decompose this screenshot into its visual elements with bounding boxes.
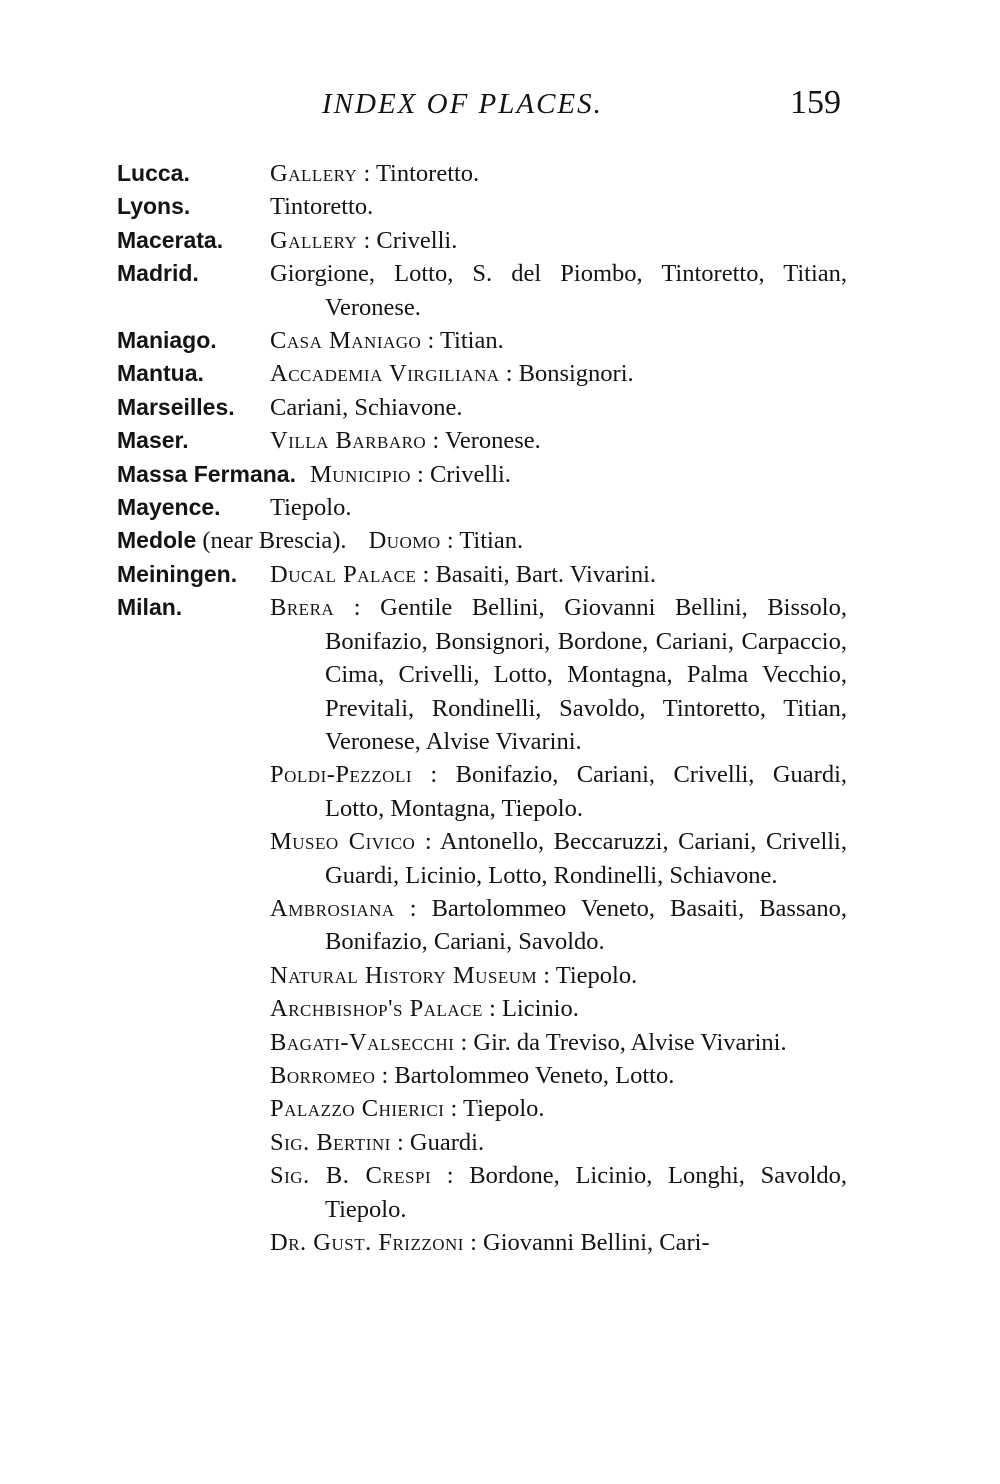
- collection-name: Brera: [270, 594, 335, 622]
- collection-entry-palazzo-chierici: [270, 1092, 847, 1125]
- collection-entry-archbishops-palace: [270, 992, 847, 1025]
- entry-references: [270, 224, 847, 257]
- index-entry-lucca: [117, 157, 847, 190]
- index-entry-maser: [117, 424, 847, 457]
- separator: :: [426, 427, 445, 455]
- separator: :: [499, 360, 519, 388]
- artist-list: Bonifazio, Cariani, Crivelli, Guardi, Lotto, Montagna, Tiepolo.: [325, 761, 848, 822]
- place-name: Madrid.: [117, 260, 199, 287]
- page-number: 159: [790, 84, 841, 121]
- collection-name: Duomo: [368, 527, 441, 555]
- separator: :: [463, 1229, 484, 1256]
- collection-entry: [270, 324, 847, 357]
- separator: :: [416, 560, 436, 588]
- collection-entry: [270, 257, 847, 324]
- collection-name: Villa Barbaro: [270, 427, 427, 455]
- index-entry-meiningen: [117, 558, 847, 591]
- separator: :: [440, 527, 460, 555]
- separator: :: [390, 1128, 410, 1156]
- artist-list: Basaiti, Bart. Vivarini.: [435, 560, 657, 588]
- place-name: Mayence.: [117, 494, 221, 521]
- entry-references: [270, 190, 847, 223]
- artist-list: Tiepolo.: [555, 961, 638, 989]
- collection-entry: [270, 157, 847, 190]
- artist-list: Titian.: [439, 327, 504, 355]
- collection-entry: [270, 491, 847, 524]
- entry-references: [270, 157, 847, 190]
- index-entry-madrid: [117, 257, 847, 324]
- place-qualifier: (near Brescia).: [202, 527, 347, 555]
- separator: :: [394, 894, 432, 922]
- collection-name: Dr. Gust. Frizzoni: [270, 1229, 464, 1256]
- collection-entry-museo-civico: [270, 825, 847, 892]
- artist-list: Veronese.: [444, 427, 541, 455]
- index-entry-milan: [117, 591, 847, 1259]
- collection-name: Ducal Palace: [270, 560, 417, 588]
- separator: :: [357, 226, 377, 254]
- artist-list: Giovanni Bellini, Cari-: [483, 1229, 710, 1256]
- place-name: Lucca.: [117, 160, 190, 186]
- place-name: Massa Fermana.: [117, 460, 296, 487]
- collection-name: Palazzo Chierici: [270, 1095, 445, 1123]
- collection-name: Borromeo: [270, 1061, 376, 1089]
- artist-list: Bordone, Licinio, Longhi, Savoldo, Tiepolo.: [325, 1162, 847, 1223]
- separator: :: [410, 460, 430, 488]
- collection-name: Gallery: [270, 160, 358, 187]
- artist-list: Tiepolo.: [463, 1095, 545, 1123]
- collection-name: Ambrosiana: [270, 894, 395, 922]
- artist-list: Tiepolo.: [270, 494, 352, 522]
- separator: :: [454, 1028, 474, 1056]
- collection-name: Gallery: [270, 226, 358, 254]
- place-name: Maniago.: [117, 327, 217, 354]
- entry-references: [270, 491, 847, 524]
- collection-entry: [270, 558, 847, 591]
- index-entry-maniago: [117, 324, 847, 357]
- collection-entry-ambrosiana: [270, 892, 847, 959]
- index-list: [117, 157, 847, 1259]
- collection-entry-bagati-valsecchi: [270, 1026, 847, 1059]
- place-name: Medole: [117, 527, 197, 554]
- collection-entry: [270, 424, 847, 457]
- artist-list: Gentile Bellini, Giovanni Bellini, Bissolo, Bonifazio, Bonsignori, Bordone, Cariani, Carpaccio, Cima, Crivelli, Lotto, Montagna, Palma Vecchio, Previtali, Rondinelli, Savoldo, Tintoretto, Titian, Veronese, Alvise Vivarini.: [325, 594, 847, 755]
- collection-entry-poldi-pezzoli: [270, 758, 847, 825]
- artist-list: Bonsignori.: [518, 360, 634, 388]
- place-name: Mantua.: [117, 360, 204, 387]
- artist-list: Giorgione, Lotto, S. del Piombo, Tintoretto, Titian, Veronese.: [270, 260, 847, 321]
- artist-list: Crivelli.: [429, 460, 511, 488]
- collection-entry: [270, 224, 847, 257]
- separator: :: [444, 1095, 464, 1123]
- entry-references: [270, 424, 847, 457]
- place-name: Macerata.: [117, 226, 224, 253]
- artist-list: Cariani, Schiavone.: [270, 393, 463, 421]
- page-title: INDEX OF PLACES.: [322, 88, 603, 120]
- artist-list: Tintoretto.: [375, 160, 480, 187]
- place-name: Milan.: [117, 594, 183, 621]
- separator: :: [421, 327, 440, 355]
- collection-name: Casa Maniago: [270, 327, 422, 355]
- collection-name: Municipio: [309, 460, 411, 488]
- running-head: [0, 78, 1000, 128]
- index-entry-mayence: [117, 491, 847, 524]
- index-entry-medole: [117, 524, 847, 557]
- separator: :: [375, 1061, 395, 1089]
- place-name: Lyons.: [117, 193, 191, 220]
- collection-entry-brera: [270, 591, 847, 758]
- place-name: Meiningen.: [117, 560, 238, 587]
- index-entry-macerata: [117, 224, 847, 257]
- collection-entry-borromeo: [270, 1059, 847, 1092]
- collection-name: Bagati-Valsecchi: [270, 1028, 455, 1056]
- separator: :: [357, 160, 376, 187]
- collection-name: Sig. B. Crespi: [270, 1162, 432, 1190]
- collection-entry: [270, 190, 847, 223]
- index-entry-marseilles: [117, 391, 847, 424]
- collection-entry-sig-b-crespi: [270, 1159, 847, 1226]
- collection-entry: [270, 357, 847, 390]
- entry-references: [270, 324, 847, 357]
- index-entry-lyons: [117, 190, 847, 223]
- artist-list: Crivelli.: [376, 226, 458, 254]
- separator: :: [537, 961, 556, 989]
- collection-name: Poldi-Pezzoli: [270, 761, 412, 789]
- entry-references: [270, 591, 847, 1259]
- collection-entry-natural-history-museum: [270, 959, 847, 992]
- collection-name: Museo Civico: [270, 828, 416, 856]
- artist-list: Bartolommeo Veneto, Lotto.: [394, 1061, 675, 1089]
- collection-entry-sig-bertini: [270, 1126, 847, 1159]
- entry-references: [270, 558, 847, 591]
- place-name: Maser.: [117, 427, 189, 454]
- collection-name: Sig. Bertini: [270, 1128, 391, 1156]
- artist-list: Guardi.: [409, 1128, 485, 1156]
- artist-list: Bartolommeo Veneto, Basaiti, Bassano, Bonifazio, Cariani, Savoldo.: [325, 894, 847, 956]
- separator: :: [415, 828, 440, 856]
- collection-entry-dr-gust-frizzoni: [270, 1226, 847, 1259]
- separator: :: [431, 1162, 470, 1190]
- entry-references: [270, 357, 847, 390]
- entry-references: [270, 391, 847, 424]
- place-name: Marseilles.: [117, 393, 235, 420]
- artist-list: Tintoretto.: [270, 193, 374, 221]
- index-entry-mantua: [117, 357, 847, 390]
- collection-name: Archbishop's Palace: [270, 995, 483, 1023]
- separator: :: [482, 995, 502, 1023]
- collection-name: Accademia Virgiliana: [270, 360, 500, 388]
- collection-name: Natural History Museum: [270, 961, 538, 989]
- artist-list: Titian.: [459, 527, 524, 555]
- collection-entry: [270, 391, 847, 424]
- artist-list: Gir. da Treviso, Alvise Vivarini.: [473, 1028, 787, 1056]
- artist-list: Licinio.: [501, 995, 579, 1023]
- entry-references: [270, 257, 847, 324]
- separator: :: [334, 594, 381, 622]
- separator: :: [411, 761, 456, 789]
- artist-list: Antonello, Beccaruzzi, Cariani, Crivelli, Guardi, Licinio, Lotto, Rondinelli, Schiavone.: [325, 828, 847, 889]
- index-entry-massa-fermana: [117, 458, 847, 491]
